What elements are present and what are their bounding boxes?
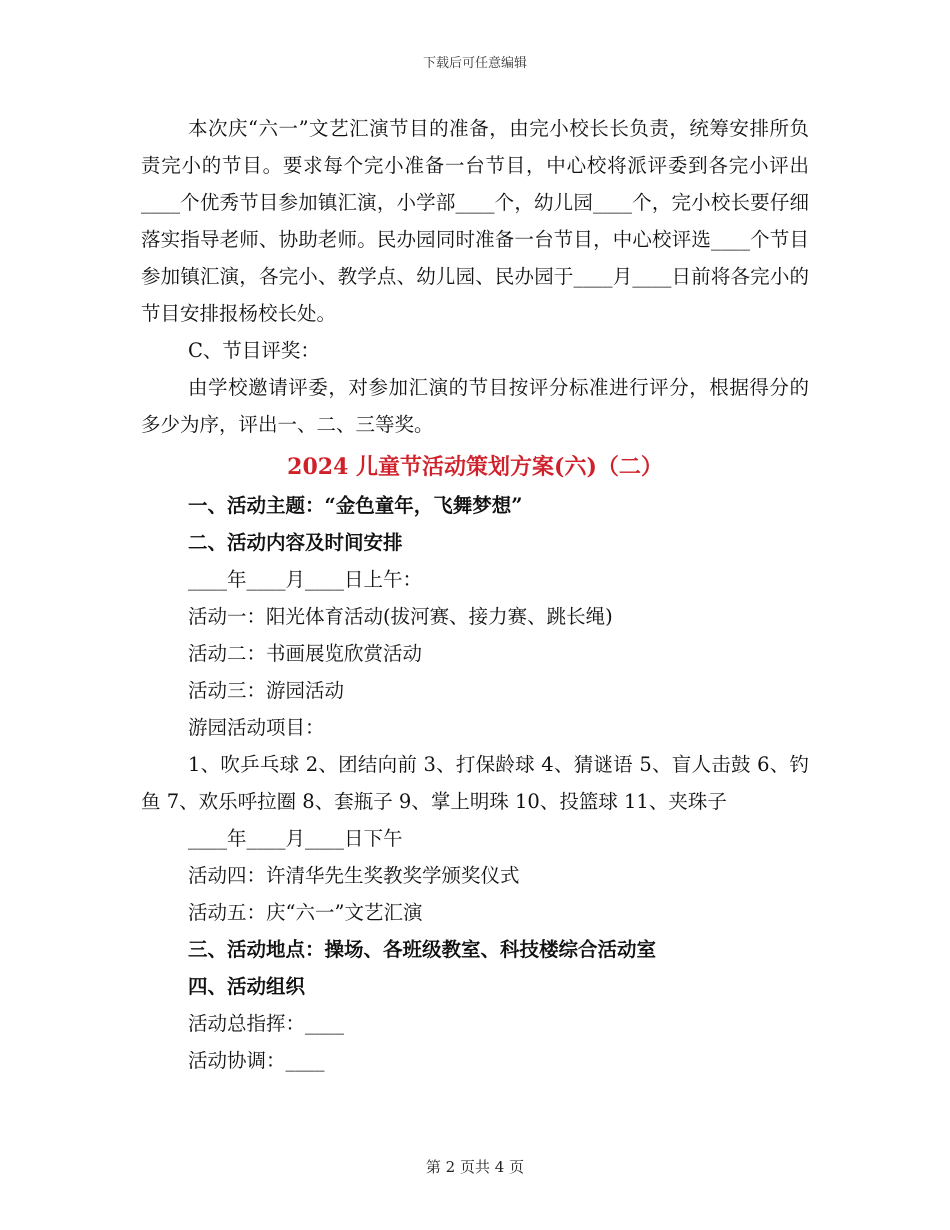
games-list: 1、吹乒乓球 2、团结向前 3、打保龄球 4、猜谜语 5、盲人击鼓 6、钓鱼 7、欢乐呼拉圈 8、套瓶子 9、掌上明珠 10、投篮球 11、夹珠子: [141, 753, 809, 813]
heading-activity-organization: 四、活动组织: [188, 975, 306, 998]
activity-three: 活动三：游园活动: [188, 679, 345, 702]
document-body: [141, 110, 809, 1079]
activity-four: 活动四：许清华先生奖教奖学颁奖仪式: [188, 864, 520, 887]
page-header: 下载后可任意编辑: [422, 56, 527, 71]
paragraph-program-award: 由学校邀请评委，对参加汇演的节目按评分标准进行评分，根据得分的多少为序，评出一、二、三等奖。: [141, 376, 809, 436]
paragraph-program-award-heading: C、节目评奖：: [188, 339, 320, 362]
games-title: 游园活动项目：: [188, 716, 325, 739]
page-footer: 第 2 页共 4 页: [425, 1158, 525, 1176]
activity-five: 活动五：庆“六一”文艺汇演: [188, 901, 423, 924]
organizer-commander: 活动总指挥：____: [188, 1012, 345, 1035]
schedule-morning: ____年____月____日上午：: [188, 568, 423, 591]
heading-activity-content: 二、活动内容及时间安排: [188, 531, 403, 554]
heading-activity-location: 三、活动地点：操场、各班级教室、科技楼综合活动室: [188, 938, 657, 961]
activity-one: 活动一：阳光体育活动(拔河赛、接力赛、跳长绳): [188, 605, 613, 628]
schedule-afternoon: ____年____月____日下午: [188, 827, 403, 850]
paragraph-program-preparation: 本次庆“六一”文艺汇演节目的准备，由完小校长长负责，统筹安排所负责完小的节目。要求每个完小准备一台节目，中心校将派评委到各完小评出____个优秀节目参加镇汇演，小学部____个，幼儿园____个，完小校长要仔细落实指导老师、协助老师。民办园同时准备一台节目，中心校评选____个节目参加镇汇演，各完小、教学点、幼儿园、民办园于____月____日前将各完小的节目安排报杨校长处。: [141, 117, 809, 325]
organizer-coordinator: 活动协调：____: [188, 1049, 325, 1072]
section-title: 2024 儿童节活动策划方案(六)（二）: [287, 454, 663, 480]
heading-activity-theme: 一、活动主题：“金色童年，飞舞梦想”: [188, 494, 523, 517]
activity-two: 活动二：书画展览欣赏活动: [188, 642, 423, 665]
